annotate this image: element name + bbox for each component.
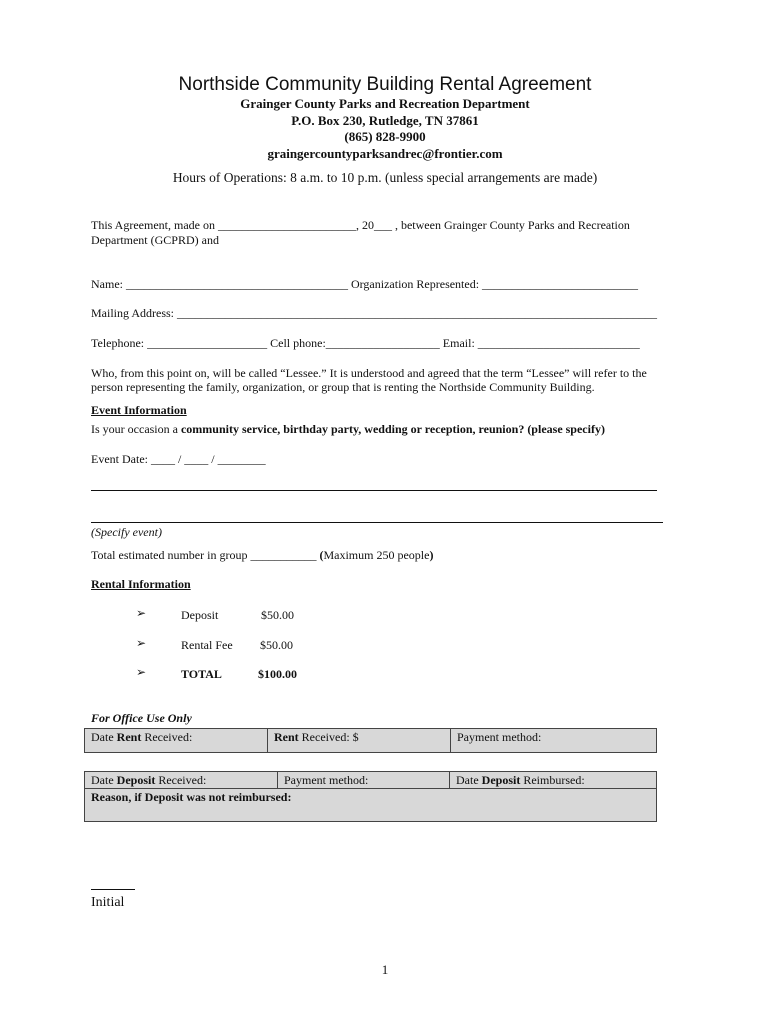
deposit-payment-method-cell[interactable] — [278, 772, 450, 788]
date-deposit-reimbursed-post: Reimbursed: — [520, 773, 585, 787]
rental-item-total-label: TOTAL — [181, 667, 222, 681]
event-specify-line-2[interactable] — [91, 522, 663, 523]
date-rent-received-pre: Date — [91, 730, 117, 744]
group-size-paren-open: ( — [319, 548, 324, 562]
mailing-address-field[interactable]: Mailing Address: ________________________________________________________________________________ — [91, 306, 657, 320]
department-email: graingercountyparksandrec@frontier.com — [267, 146, 503, 161]
date-deposit-reimbursed-bold: Deposit — [481, 773, 521, 787]
initial-label: Initial — [91, 895, 125, 910]
deposit-not-reimbursed-reason[interactable]: Reason, if Deposit was not reimbursed: — [91, 790, 292, 804]
office-use-heading: For Office Use Only — [91, 711, 192, 725]
rental-item-total-amount: $100.00 — [258, 667, 297, 681]
rent-received-post: Received: $ — [298, 730, 359, 744]
occasion-question-prefix: Is your occasion a — [91, 422, 181, 436]
page-number: 1 — [381, 962, 389, 977]
office-deposit-table — [84, 771, 657, 822]
rent-payment-method-cell[interactable] — [451, 729, 657, 753]
date-deposit-reimbursed-cell[interactable] — [450, 772, 656, 788]
group-size-maximum: Maximum 250 people — [323, 548, 430, 562]
date-rent-received-post: Received: — [141, 730, 193, 744]
event-information-heading: Event Information — [91, 403, 187, 417]
rental-item-fee-label: Rental Fee — [181, 638, 233, 652]
date-rent-received-cell[interactable] — [85, 729, 268, 753]
deposit-payment-method-label: Payment method: — [284, 773, 369, 787]
group-size-paren-close: ) — [429, 548, 434, 562]
event-date-field[interactable]: Event Date: ____ / ____ / ________ — [91, 452, 266, 466]
date-deposit-received-post: Received: — [155, 773, 207, 787]
arrow-bullet-icon: ➢ — [136, 636, 147, 650]
rent-received-bold: Rent — [274, 730, 299, 744]
department-name: Grainger County Parks and Recreation Department — [240, 96, 530, 111]
hours-of-operation: Hours of Operations: 8 a.m. to 10 p.m. (unless special arrangements are made) — [172, 170, 598, 185]
agreement-line-1: This Agreement, made on _______________________, 20___ , between Grainger County Parks and Recreation — [91, 218, 630, 232]
rental-information-heading: Rental Information — [91, 577, 191, 591]
lessee-definition-line-2: person representing the family, organization, or group that is renting the Northside Community Building. — [91, 380, 595, 394]
arrow-bullet-icon: ➢ — [136, 665, 147, 679]
telephone-email-field[interactable]: Telephone: ____________________ Cell phone:___________________ Email: ___________________________ — [91, 336, 640, 350]
date-deposit-reimbursed-pre: Date — [456, 773, 482, 787]
initial-signature-line[interactable] — [91, 889, 135, 890]
rental-item-deposit-label: Deposit — [181, 608, 219, 622]
agreement-line-2: Department (GCPRD) and — [91, 233, 219, 247]
department-address: P.O. Box 230, Rutledge, TN 37861 — [291, 113, 479, 128]
group-size-label: Total estimated number in group ___________ — [91, 548, 320, 562]
date-deposit-received-pre: Date — [91, 773, 117, 787]
event-specify-line-1[interactable] — [91, 490, 657, 491]
specify-event-caption: (Specify event) — [91, 525, 162, 539]
name-organization-field[interactable]: Name: _____________________________________ Organization Represented: __________________________ — [91, 277, 639, 291]
rent-received-amount-cell[interactable] — [268, 729, 451, 753]
document-title: Northside Community Building Rental Agreement — [178, 74, 592, 95]
lessee-definition-line-1: Who, from this point on, will be called “Lessee.” It is understood and agreed that the term “Lessee” will refer to the — [91, 366, 647, 380]
rental-item-fee-amount: $50.00 — [260, 638, 293, 652]
date-rent-received-bold: Rent — [116, 730, 142, 744]
rental-item-deposit-amount: $50.00 — [261, 608, 294, 622]
group-size-field[interactable] — [91, 548, 433, 563]
department-phone: (865) 828-9900 — [344, 129, 426, 144]
date-deposit-received-cell[interactable] — [85, 772, 278, 788]
arrow-bullet-icon: ➢ — [136, 606, 147, 620]
occasion-question-options: community service, birthday party, wedding or reception, reunion? (please specify) — [180, 422, 605, 436]
occasion-question — [91, 422, 605, 437]
rent-payment-method-label: Payment method: — [457, 730, 542, 744]
date-deposit-received-bold: Deposit — [116, 773, 156, 787]
office-rent-table — [84, 728, 657, 753]
